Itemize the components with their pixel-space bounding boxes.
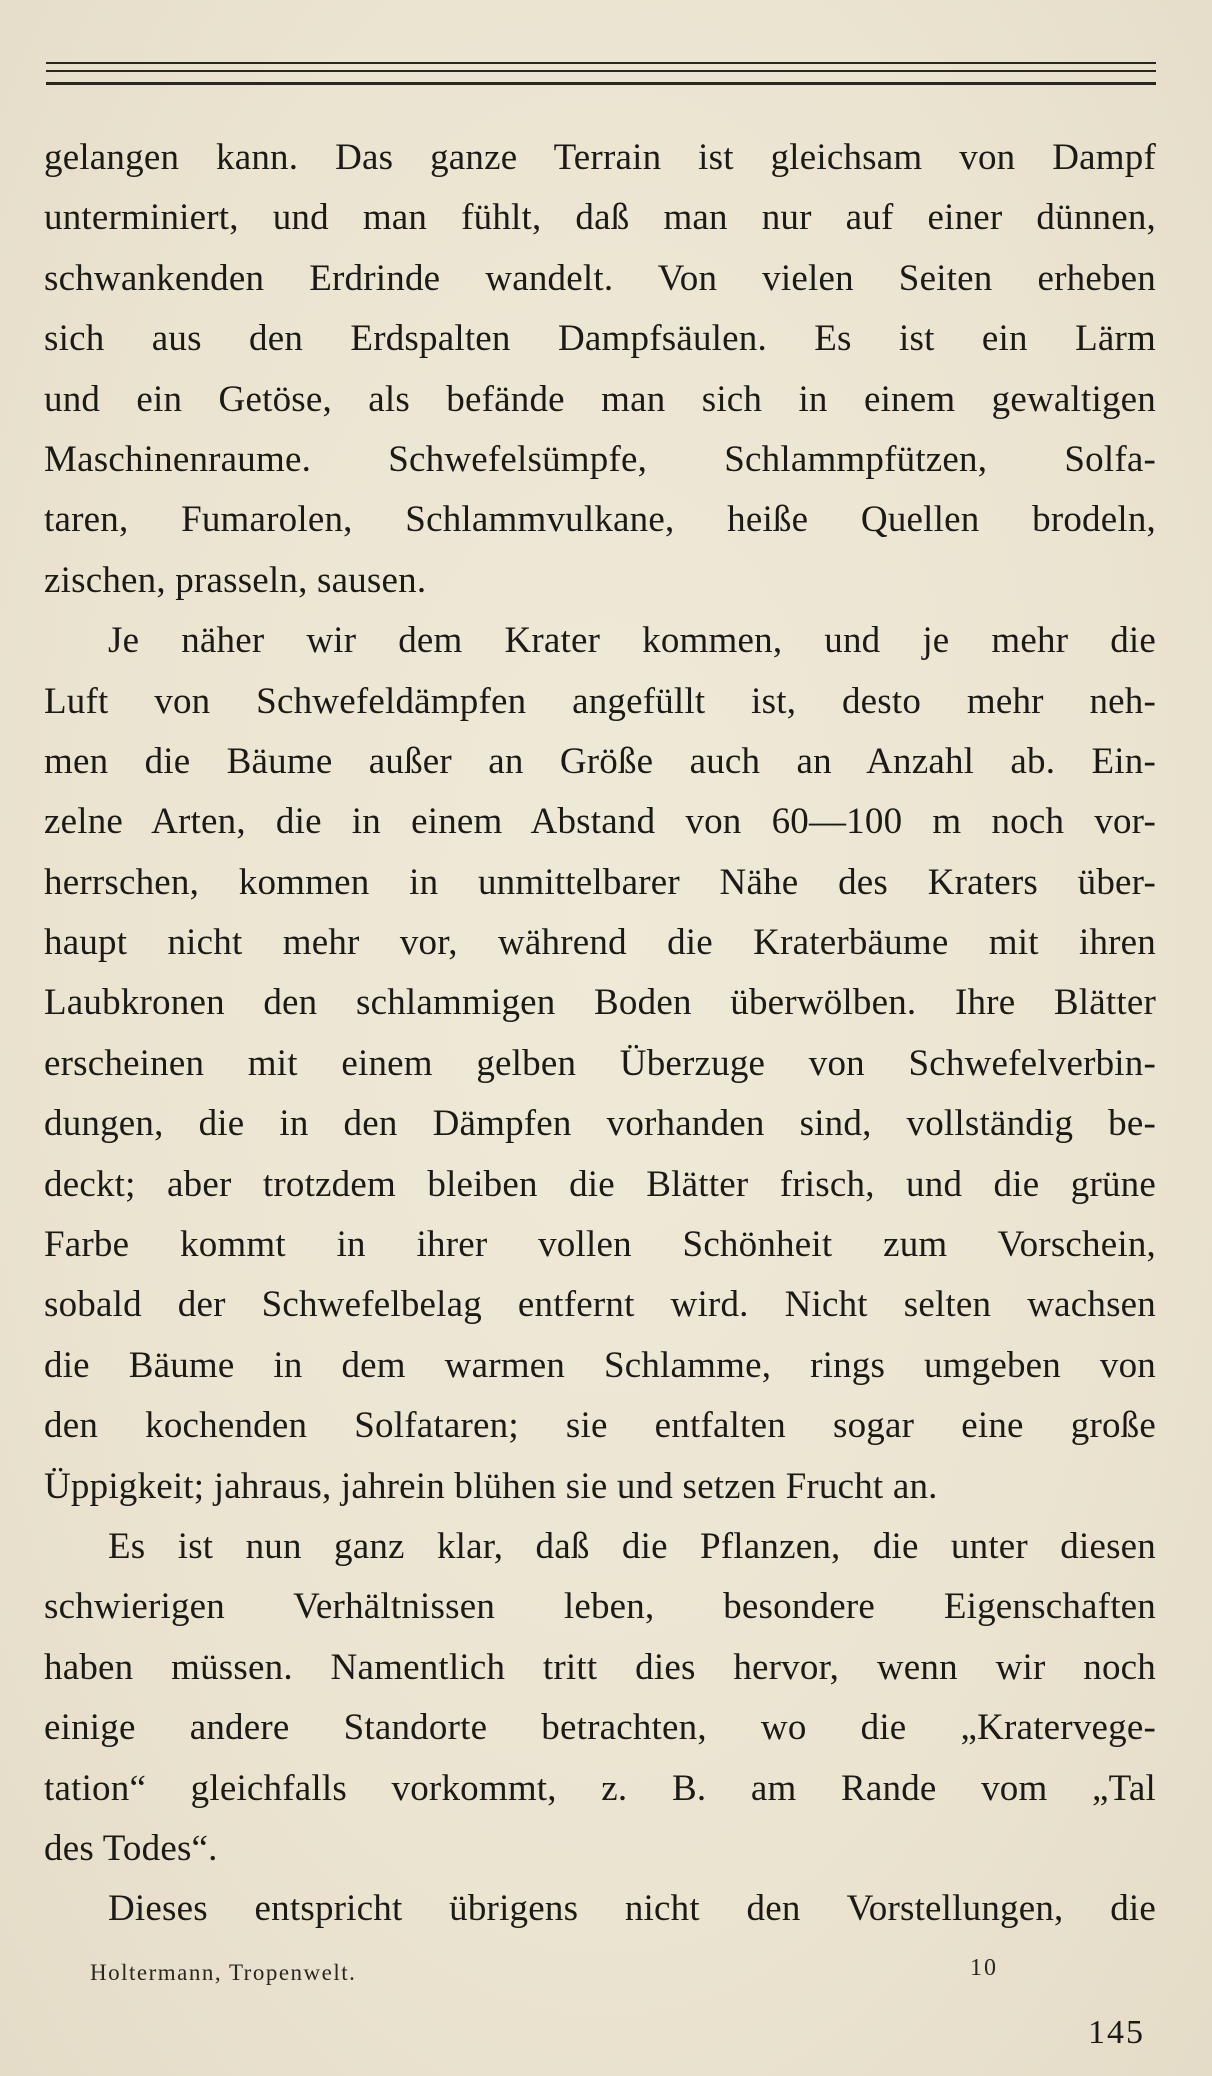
text-line: den kochenden Solfataren; sie entfalten sogar eine große [44, 1405, 1156, 1447]
text-line: Dieses entspricht übrigens nicht den Vorstellungen, die [108, 1888, 1156, 1930]
text-line: erscheinen mit einem gelben Überzuge von Schwefelverbin- [44, 1042, 1156, 1084]
text-line: deckt; aber trotzdem bleiben die Blätter frisch, und die grüne [44, 1163, 1156, 1205]
text-line: Maschinenraume. Schwefelsümpfe, Schlammpfützen, Solfa- [44, 438, 1156, 480]
text-line: Es ist nun ganz klar, daß die Pflanzen, die unter diesen [108, 1525, 1156, 1567]
text-line: die Bäume in dem warmen Schlamme, rings umgeben von [44, 1344, 1156, 1386]
text-line: Je näher wir dem Krater kommen, und je mehr die [108, 620, 1156, 662]
text-line: Laubkronen den schlammigen Boden überwölben. Ihre Blätter [44, 982, 1156, 1024]
body-text [44, 128, 1156, 1940]
text-line: herrschen, kommen in unmittelbarer Nähe des Kraters über- [44, 861, 1156, 903]
text-line: schwankenden Erdrinde wandelt. Von vielen Seiten erheben [44, 257, 1156, 299]
text-line: und ein Getöse, als befände man sich in einem gewaltigen [44, 378, 1156, 420]
text-line: dungen, die in den Dämpfen vorhanden sind, vollständig be- [44, 1103, 1156, 1145]
text-line: Luft von Schwefeldämpfen angefüllt ist, desto mehr neh- [44, 680, 1156, 722]
text-line: des Todes“. [44, 1827, 218, 1869]
text-line: Farbe kommt in ihrer vollen Schönheit zum Vorschein, [44, 1224, 1156, 1266]
text-line: men die Bäume außer an Größe auch an Anzahl ab. Ein- [44, 740, 1156, 782]
page-number: 145 [1088, 2014, 1145, 2051]
text-line: taren, Fumarolen, Schlammvulkane, heiße Quellen brodeln, [44, 499, 1156, 541]
text-line: tation“ gleichfalls vorkommt, z. B. am Rande vom „Tal [44, 1767, 1156, 1809]
text-line: zischen, prasseln, sausen. [44, 559, 427, 601]
running-footer: Holtermann, Tropenwelt. [90, 1960, 357, 1985]
text-line: Üppigkeit; jahraus, jahrein blühen sie und setzen Frucht an. [44, 1465, 938, 1507]
text-line: sich aus den Erdspalten Dampfsäulen. Es ist ein Lärm [44, 318, 1156, 360]
text-line: gelangen kann. Das ganze Terrain ist gleichsam von Dampf [44, 137, 1156, 178]
header-rule [46, 82, 1156, 85]
text-line: haupt nicht mehr vor, während die Kraterbäume mit ihren [44, 922, 1156, 964]
text-line: einige andere Standorte betrachten, wo die „Kratervege- [44, 1707, 1156, 1749]
text-line: haben müssen. Namentlich tritt dies hervor, wenn wir noch [44, 1646, 1156, 1688]
header-rule [46, 70, 1156, 72]
header-rule [46, 62, 1156, 64]
text-line: sobald der Schwefelbelag entfernt wird. Nicht selten wachsen [44, 1284, 1156, 1326]
text-line: unterminiert, und man fühlt, daß man nur auf einer dünnen, [44, 197, 1156, 239]
text-line: schwierigen Verhältnissen leben, besondere Eigenschaften [44, 1586, 1156, 1628]
signature-mark: 10 [970, 1955, 998, 1981]
text-line: zelne Arten, die in einem Abstand von 60—100 m noch vor- [44, 801, 1156, 843]
